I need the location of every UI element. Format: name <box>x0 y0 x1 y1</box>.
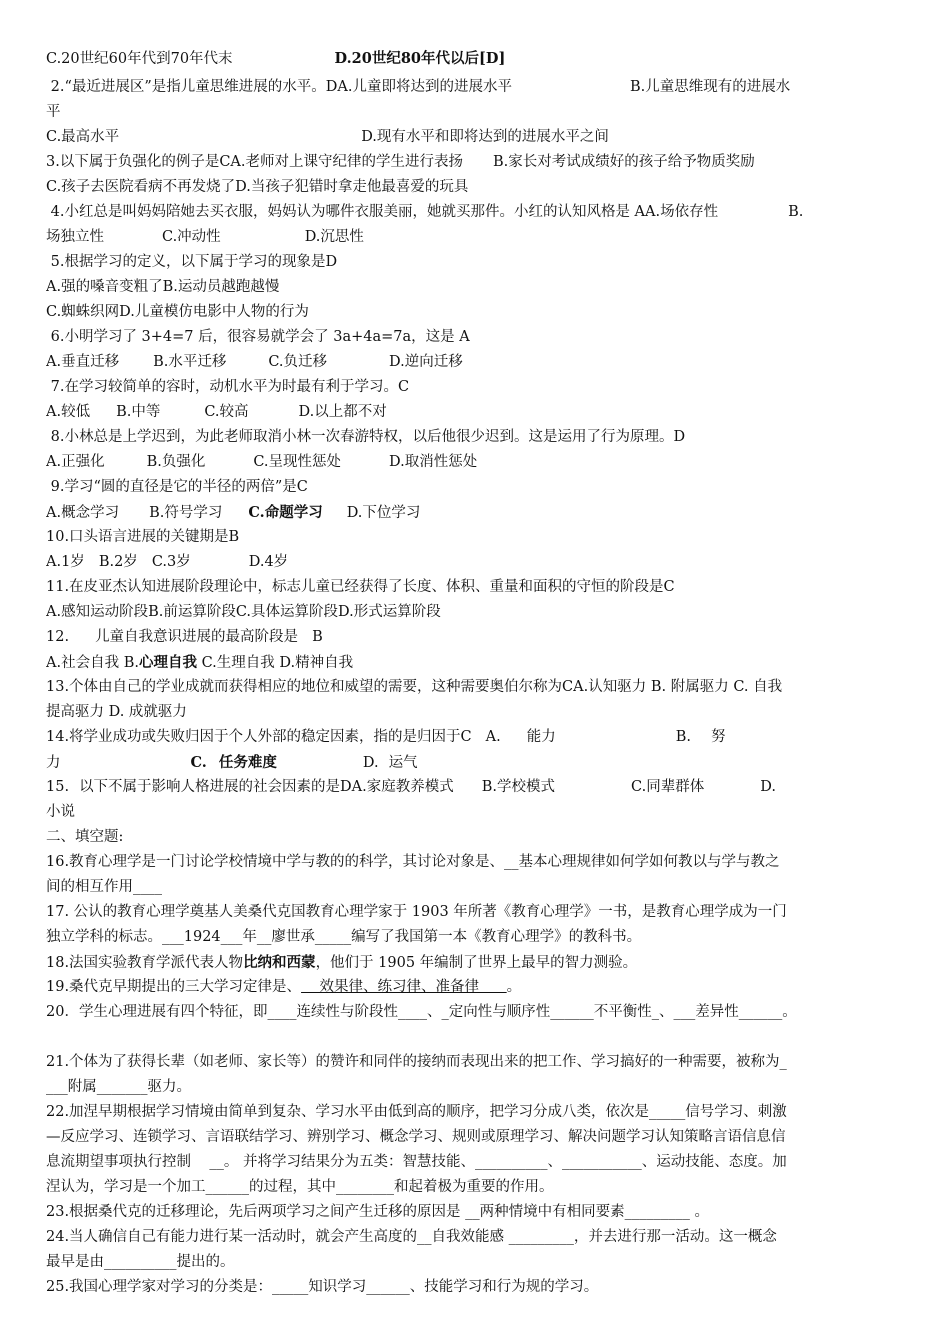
question-2-options: C.最高水平 D.现有水平和即将达到的进展水平之间 <box>46 129 609 145</box>
question-15: 15. 以下不属于影响人格进展的社会因素的是DA.家庭教养模式 B.学校模式 C.同辈群体 D. <box>46 779 776 795</box>
question-2: 2.“最近进展区”是指儿童思维进展的水平。DA.儿童即将达到的进展水平 B.儿童思维现有的进展水 <box>46 79 791 95</box>
question-14: 14.将学业成功或失败归因于个人外部的稳定因素，指的是归因于C A. 能力 B. 努 <box>46 729 726 745</box>
question-25: 25.我国心理学家对学习的分类是：_____知识学习______、技能学习和行为规的学习。 <box>46 1279 599 1295</box>
question-12: 12. 儿童自我意识进展的最高阶段是 B <box>46 629 323 645</box>
question-20: 20．学生心理进展有四个特征，即____连续性与阶段性____、_定向性与顺序性______不平衡性_、___差异性______。 <box>46 1004 797 1020</box>
question-23: 23.根据桑代克的迁移理论，先后两项学习之间产生迁移的原因是 __两种情境中有相同要素_________ 。 <box>46 1204 710 1220</box>
question-8: 8.小林总是上学迟到，为此老师取消小林一次春游特权，以后他很少迟到。这是运用了行为原理。D <box>46 429 686 445</box>
question-17: 17. 公认的教育心理学奠基人美桑代克国教育心理学家于 1903 年所著《教育心理学》一书，是教育心理学成为一门 <box>46 904 787 920</box>
question-7: 7.在学习较简单的容时，动机水平为时最有利于学习。C <box>46 379 410 395</box>
question-17-continued: 独立学科的标志。___1924___年__廖世承_____编写了我国第一本《教育心理学》的教科书。 <box>46 929 642 945</box>
question-9: 9.学习“圆的直径是它的半径的两倍”是C <box>46 479 308 495</box>
question-5-options-cd: C.蜘蛛织网D.儿童模仿电影中人物的行为 <box>46 304 309 320</box>
question-13: 13.个体由自己的学业成就而获得相应的地位和威望的需要，这种需要奥伯尔称为CA.认知驱力 B. 附属驱力 C. 自我 <box>46 679 783 695</box>
option-c: C.20世纪60年代到70年代末 <box>46 51 233 67</box>
question-19: 19.桑代克早期提出的三大学习定律是、 效果律、练习律、准备律 。 <box>46 979 522 995</box>
question-13-continued: 提高驱力 D. 成就驱力 <box>46 704 187 720</box>
option-d: D.20世纪80年代以后[D] <box>334 50 506 67</box>
question-6-options: A.垂直迁移 B.水平迁移 C.负迁移 D.逆向迁移 <box>46 354 463 370</box>
question-24: 24.当人确信自己有能力进行某一活动时，就会产生高度的__自我效能感 _________，并去进行那一活动。这一概念 <box>46 1229 777 1245</box>
question-14-options: 力 C. 任务难度 D. 运气 <box>46 754 418 771</box>
question-16-continued: 间的相互作用____ <box>46 879 162 895</box>
question-22: 22.加涅早期根据学习情境由简单到复杂、学习水平由低到高的顺序，把学习分成八类，依次是_____信号学习、刺激 <box>46 1104 787 1120</box>
question-3-options: C.孩子去医院看病不再发烧了D.当孩子犯错时拿走他最喜爱的玩具 <box>46 179 469 195</box>
question-24-continued: 最早是由__________提出的。 <box>46 1254 235 1270</box>
question-16: 16.教育心理学是一门讨论学校情境中学与教的的科学，其讨论对象是、__基本心理规律如何学如何教以与学与教之 <box>46 854 780 870</box>
question-21: 21.个体为了获得长辈（如老师、家长等）的赞许和同伴的接纳而表现出来的把工作、学习搞好的一种需要，被称为_ <box>46 1054 787 1070</box>
question-7-options: A.较低 B.中等 C.较高 D.以上都不对 <box>46 404 387 420</box>
question-10-options: A.1岁 B.2岁 C.3岁 D.4岁 <box>46 554 289 570</box>
question-22-line-3: 息流期望事项执行控制 __。 并将学习结果分为五类：智慧技能、__________、___________、运动技能、态度。加 <box>46 1154 787 1170</box>
question-11: 11.在皮亚杰认知进展阶段理论中，标志儿童已经获得了长度、体积、重量和面积的守恒的阶段是C <box>46 579 675 595</box>
question-22-line-4: 涅认为，学习是一个加工______的过程，其中________和起着极为重要的作用。 <box>46 1179 554 1195</box>
question-4-options: 场独立性 C.冲动性 D.沉思性 <box>46 229 364 245</box>
question-9-options: A.概念学习 B.符号学习 C.命题学习 D.下位学习 <box>46 504 421 521</box>
question-5: 5.根据学习的定义，以下属于学习的现象是D <box>46 254 338 270</box>
section-heading-fill-in: 二、填空题: <box>46 829 124 845</box>
question-22-line-2: —反应学习、连锁学习、言语联结学习、辨别学习、概念学习、规则或原理学习、解决问题学习认知策略言语信息信 <box>46 1129 786 1145</box>
question-18: 18.法国实验教育学派代表人物比纳和西蒙，他们于 1905 年编制了世界上最早的智力测验。 <box>46 954 638 971</box>
question-21-continued: ___附属_______驱力。 <box>46 1079 191 1095</box>
answer-options-line <box>46 46 906 71</box>
question-5-options-ab: A.强的嗓音变粗了B.运动员越跑越慢 <box>46 279 280 295</box>
question-11-options: A.感知运动阶段B.前运算阶段C.具体运算阶段D.形式运算阶段 <box>46 604 441 620</box>
question-15-continued: 小说 <box>46 804 75 820</box>
question-2-continued: 平 <box>46 104 61 120</box>
question-8-options: A.正强化 B.负强化 C.呈现性惩处 D.取消性惩处 <box>46 454 478 470</box>
question-10: 10.口头语言进展的关键期是B <box>46 529 240 545</box>
question-6: 6.小明学习了 3+4=7 后，很容易就学会了 3a+4a=7a，这是 A <box>46 329 470 345</box>
question-12-options: A.社会自我 B.心理自我 C.生理自我 D.精神自我 <box>46 654 354 671</box>
question-4: 4.小红总是叫妈妈陪她去买衣服，妈妈认为哪件衣服美丽，她就买那件。小红的认知风格是 AA.场依存性 B. <box>46 204 804 220</box>
question-3: 3.以下属于负强化的例子是CA.老师对上课守纪律的学生进行表扬 B.家长对考试成绩好的孩子给予物质奖励 <box>46 154 755 170</box>
